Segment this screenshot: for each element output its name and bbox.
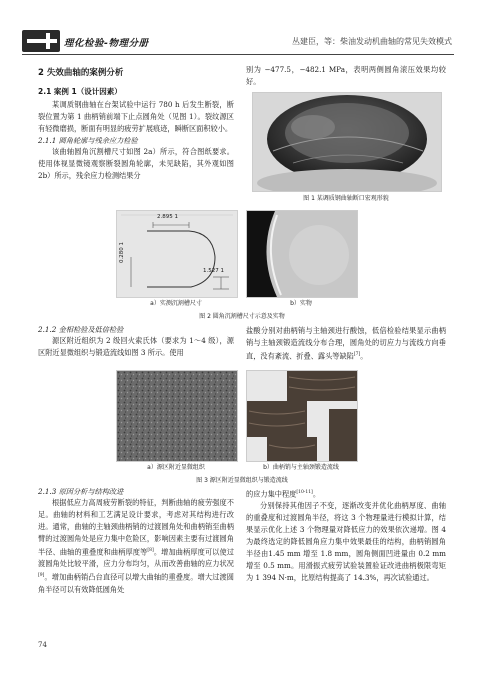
paragraph-2-1-3-left: 根据低应力高周疲劳断裂的特征，判断曲轴的疲劳强度不足。曲轴的材料和工艺满足设计要求，考虑对其结构进行改进。通常，曲轴的主轴颈曲柄销的过渡圆角处和曲柄销至曲柄臂的过渡圆角处是应力集中危险区，影响因素主要有过渡圆角半径、曲轴的重叠度和曲柄厚度等 <box>38 498 234 557</box>
paragraph-2-1-1: 该曲轴圆角沉割槽尺寸如图 2a）所示，符合图纸要求。使用体视显微镜观察断裂圆角轮廓，未见缺陷，其外观如图2b）所示，残余应力检测结果分 <box>38 147 234 180</box>
running-title: 丛建臣，等：柴油发动机曲轴的常见失效模式 <box>292 37 452 46</box>
paragraph-2-1-2-right: 盐酸分别对曲柄销与主轴颈进行酸蚀，低倍检验结果显示曲柄销与主轴颈锻造流线分布合理，圆角处的切应力与流线方向垂直，没有紊流、折叠、露头等缺陷 <box>246 326 446 361</box>
figure-3b-flowline-photo <box>246 370 358 462</box>
ref-10-11: [10-11] <box>296 490 313 495</box>
paragraph-2-1-3-left-3: 。增加曲柄销凸台直径可以增大曲轴的重叠度。增大过渡圆角半径可以有效降低圆角处 <box>38 572 234 594</box>
figure-3-caption: 图 3 源区附近显微组织与锻造流线 <box>196 477 288 484</box>
case1-paragraph: 某调质钢曲轴在台架试验中运行 780 h 后发生断裂，断裂位置为第 1 曲柄销前端下止点圆角处（见图 1）。裂纹源区有轻微磨损，断面有明显的疲劳扩展痕迹，瞬断区面积较小。 <box>38 100 234 133</box>
paragraph-2-1-2-right-end: 。 <box>360 351 368 361</box>
section-title: 2 失效曲轴的案例分析 <box>38 68 124 78</box>
logo-text: 理化检验-物理分册 <box>64 38 149 49</box>
section-2-1-3-left <box>38 487 234 596</box>
subsection-2-1-3-title: 2.1.3 原因分析与结构改进 <box>38 487 124 496</box>
paragraph-2-1-3-right-1b: 。 <box>312 489 321 499</box>
case1-title: 2.1 案例 1（设计因素） <box>38 87 122 96</box>
logo-mark-icon <box>22 30 60 52</box>
paragraph-2-1-3-right-2: 分别保持其他因子不变，逐渐改变并优化曲柄厚度、曲轴的重叠度和过渡圆角半径，将这 3 个物理量进行模拟计算，结果显示优化上述 3 个物理量对降低应力的效果依次递增。图 4 为最终选定的降低圆角应力集中效果最佳的结构，曲柄销圆角半径由1.45 mm 增至 1.8 mm，圆角侧面凹进量由 0.2 mm增至 0.5 mm。用滑振式疲劳试验装置验证改进曲柄极限弯矩为 1 394 N·m，比原结构提高了 14.3%，再次试验通过。 <box>246 501 446 583</box>
figure-1-caption: 图 1 某调质钢曲轴断口宏观形貌 <box>303 195 389 202</box>
figure-3a-label: a）源区附近显微组织 <box>147 464 205 471</box>
ref-9: [9] <box>38 573 45 579</box>
section-2-block <box>38 66 234 182</box>
dim-top-label: 2.895 1 <box>157 214 178 220</box>
paragraph-2-1-1-continued-block <box>246 64 446 88</box>
subsection-2-1-1: 2.1.1 圆角轮廓与残余应力检验 <box>38 136 138 145</box>
page-number: 74 <box>38 641 47 649</box>
figure-2a-label: a）实测沉割槽尺寸 <box>150 300 202 307</box>
dim-left-label: 0.280 1 <box>119 242 125 263</box>
dim-right-label: 1.527 1 <box>203 268 224 274</box>
figure-3a-micrograph <box>116 370 238 462</box>
header-rule <box>22 54 454 55</box>
ref-8: [8] <box>147 548 154 553</box>
figure-3b-label: b）曲柄销与主轴颈锻造流线 <box>263 464 339 471</box>
section-2-1-3-right <box>246 487 446 584</box>
paragraph-2-1-2-left: 源区附近组织为 2 级回火索氏体（要求为 1～4 级），源区附近显微组织与锻造流线如图 3 所示。使用 <box>38 336 234 357</box>
figure-1-photo <box>252 92 442 192</box>
figure-2b-photo <box>246 210 358 298</box>
figure-2-caption: 图 2 圆角沉割槽尺寸示意及实物 <box>199 313 285 320</box>
ref-7: [7] <box>353 352 361 357</box>
paragraph-2-1-1-cont: 别为 −477.5，−482.1 MPa，表明两侧圆角滚压效果均较好。 <box>246 65 446 86</box>
figure-2b-label: b）实物 <box>290 300 312 307</box>
figure-2a-drawing <box>116 210 238 298</box>
subsection-2-1-2-title: 2.1.2 金相检验及低倍检验 <box>38 325 124 334</box>
journal-logo <box>22 30 162 54</box>
section-2-1-2-left <box>38 325 234 359</box>
paragraph-2-1-3-left-2: 。增加曲柄厚度可以使过渡圆角处比较平滑，应力分布均匀，从而改善曲轴的应力状况 <box>38 547 234 569</box>
section-2-1-2-right <box>246 325 446 362</box>
paragraph-2-1-3-right-1: 的应力集中程度 <box>246 489 297 499</box>
